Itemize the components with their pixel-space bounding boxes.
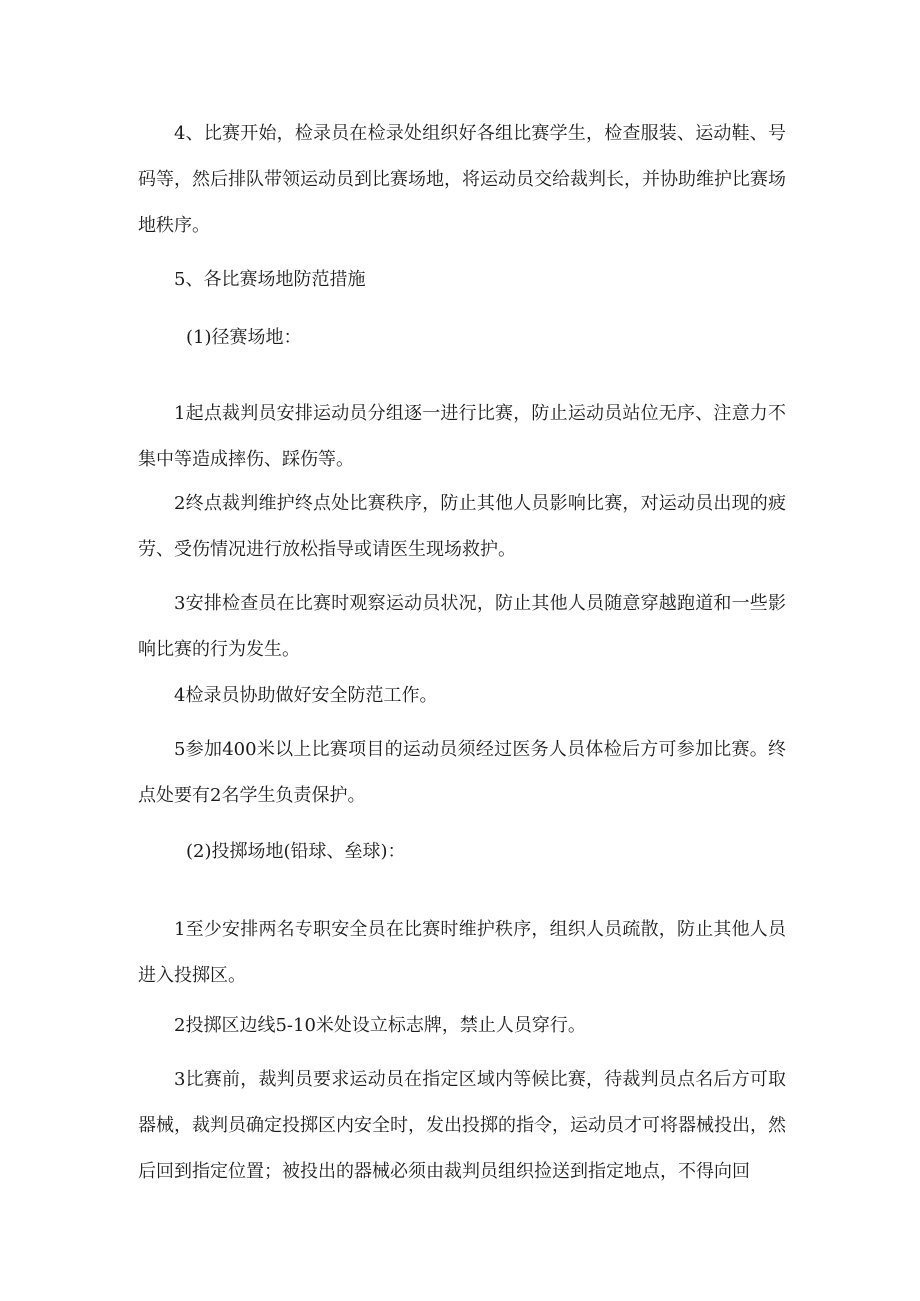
paragraph-track-item-3: 3安排检查员在比赛时观察运动员状况，防止其他人员随意穿越跑道和一些影响比赛的行为发生。 [138, 593, 786, 660]
paragraph-throwing-item-2: 2投掷区边线5-10米处设立标志牌，禁止人员穿行。 [174, 1015, 586, 1036]
paragraph-check-in: 4、比赛开始，检录员在检录处组织好各组比赛学生，检查服装、运动鞋、号码等，然后排队带领运动员到比赛场地，将运动员交给裁判长，并协助维护比赛场地秩序。 [138, 123, 786, 236]
paragraph-track-item-1: 1起点裁判员安排运动员分组逐一进行比赛，防止运动员站位无序、注意力不集中等造成摔伤、踩伤等。 [138, 403, 786, 470]
paragraph-track-item-5: 5参加400米以上比赛项目的运动员须经过医务人员体检后方可参加比赛。终点处要有2名学生负责保护。 [138, 739, 786, 806]
paragraph-track-item-2: 2终点裁判维护终点处比赛秩序，防止其他人员影响比赛，对运动员出现的疲劳、受伤情况进行放松指导或请医生现场救护。 [138, 493, 786, 560]
paragraph-track-item-4: 4检录员协助做好安全防范工作。 [174, 685, 438, 706]
subsection-heading-throwing: (2)投掷场地(铅球、垒球)： [186, 841, 406, 862]
subsection-heading-track: (1)径赛场地： [186, 327, 302, 348]
paragraph-throwing-item-1: 1至少安排两名专职安全员在比赛时维护秩序，组织人员疏散，防止其他人员进入投掷区。 [138, 919, 786, 986]
section-heading-venue-measures: 5、各比赛场地防范措施 [174, 269, 366, 290]
paragraph-throwing-item-3: 3比赛前，裁判员要求运动员在指定区域内等候比赛，待裁判员点名后方可取器械，裁判员确定投掷区内安全时，发出投掷的指令，运动员才可将器械投出，然后回到指定位置；被投出的器械必须由裁判员组织捡送到指定地点，不得向回 [138, 1069, 786, 1182]
